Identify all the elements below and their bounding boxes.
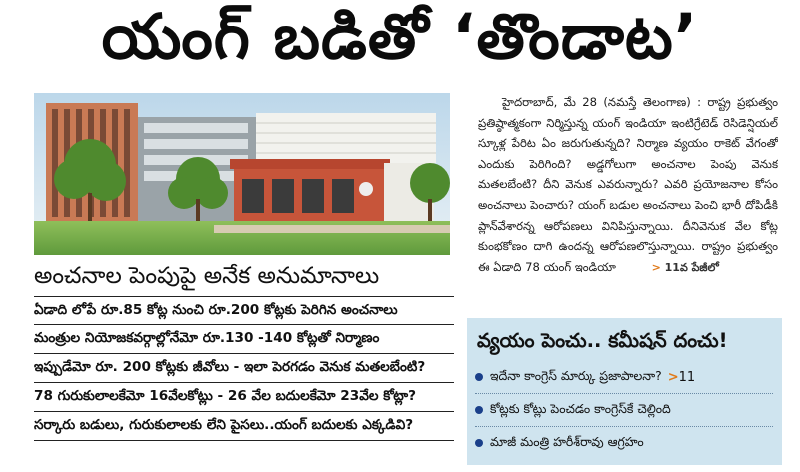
sidebar-title: వ్యయం పెంచు.. కమీషన్ దంచు! — [477, 329, 728, 352]
school-building-rendering — [34, 93, 450, 255]
key-point: మంత్రుల నియోజకవర్గాల్లోనేమో రూ.130 -140 కోట్లతో నిర్మాణం — [34, 325, 454, 354]
sidebar-item-text: మాజీ మంత్రి హరీశ్‌రావు ఆగ్రహం — [490, 434, 644, 449]
key-point: ఏడాది లోపే రూ.85 కోట్ల నుంచి రూ.200 కోట్లకు పెరిగిన అంచనాలు — [34, 296, 454, 325]
continued-on-page[interactable] — [628, 258, 719, 279]
bullet-icon — [475, 439, 483, 447]
arrow-icon: > — [651, 260, 661, 274]
divider — [475, 426, 773, 427]
bullet-icon — [475, 406, 483, 414]
sidebar-item-text: ఇదేనా కాంగ్రెస్ మార్కు ప్రజాపాలనా? — [490, 368, 662, 383]
story-paragraph: హైదరాబాద్, మే 28 (నమస్తే తెలంగాణ) : రాష్ట్ర ప్రభుత్వం ప్రతిష్ఠాత్మకంగా నిర్మిస్తున్న యంగ్ ఇండియా ఇంటిగ్రేటెడ్ రెసిడెన్షియల్ స్కూళ్ల పేరిట ఏం జరుగుతున్నది? నిర్మాణ వ్యయం రాకెట్ వేగంతో ఎందుకు పెరిగింది? అడ్డగోలుగా అంచనాల పెంపు వెనుక మతలబేంటి? దీని వెనుక ఎవరున్నారు? ఎవరి ప్రయోజనాల కోసం అంచనాలు పెంచారు? యంగ్ బడుల అంచనాలు పెంచి భారీ దోపిడీకి ప్లాన్‌వేశారన్న ఆరోపణలు వినిపిస్తున్నాయి. దీనివెనుక వేల కోట్ల కుంభకోణం దాగి ఉందన్న ఆరోపణలొస్తున్నాయి. రాష్ట్రం ప్రభుత్వం ఈ ఏడాది 78 యంగ్ ఇండియా — [478, 95, 778, 274]
key-points-list — [34, 296, 454, 441]
bullet-icon — [475, 373, 483, 381]
page-number: 11 — [678, 369, 696, 385]
continued-label: 11వ పేజీలో — [664, 260, 719, 274]
key-point: ఇప్పుడేమో రూ. 200 కోట్లకు జీవోలు - ఇలా పెరగడం వెనుక మతలబేంటి? — [34, 354, 454, 383]
arrow-icon: > — [667, 369, 679, 385]
headline: యంగ్ బడితో ‘తొండాట’ — [101, 0, 699, 73]
sidebar-item-text: కోట్లకు కోట్లు పెంచడం కాంగ్రెస్‌కే చెల్లింది — [490, 401, 671, 416]
sidebar-item — [475, 430, 775, 456]
sidebar-item — [475, 397, 775, 423]
key-point: 78 గురుకులాలకేమో 16వేలకోట్లు - 26 వేల బదులకేమో 23వేల కోట్లా? — [34, 383, 454, 412]
story-body — [478, 92, 778, 302]
sidebar-item — [475, 364, 775, 390]
subheadline: అంచనాల పెంపుపై అనేక అనుమానాలు — [34, 263, 380, 289]
sidebar-box — [467, 318, 782, 465]
page-reference[interactable] — [668, 370, 695, 385]
key-point: సర్కారు బడులు, గురుకులాలకు లేని పైసలు..యంగ్ బదులకు ఎక్కడివి? — [34, 412, 454, 441]
divider — [475, 393, 773, 394]
